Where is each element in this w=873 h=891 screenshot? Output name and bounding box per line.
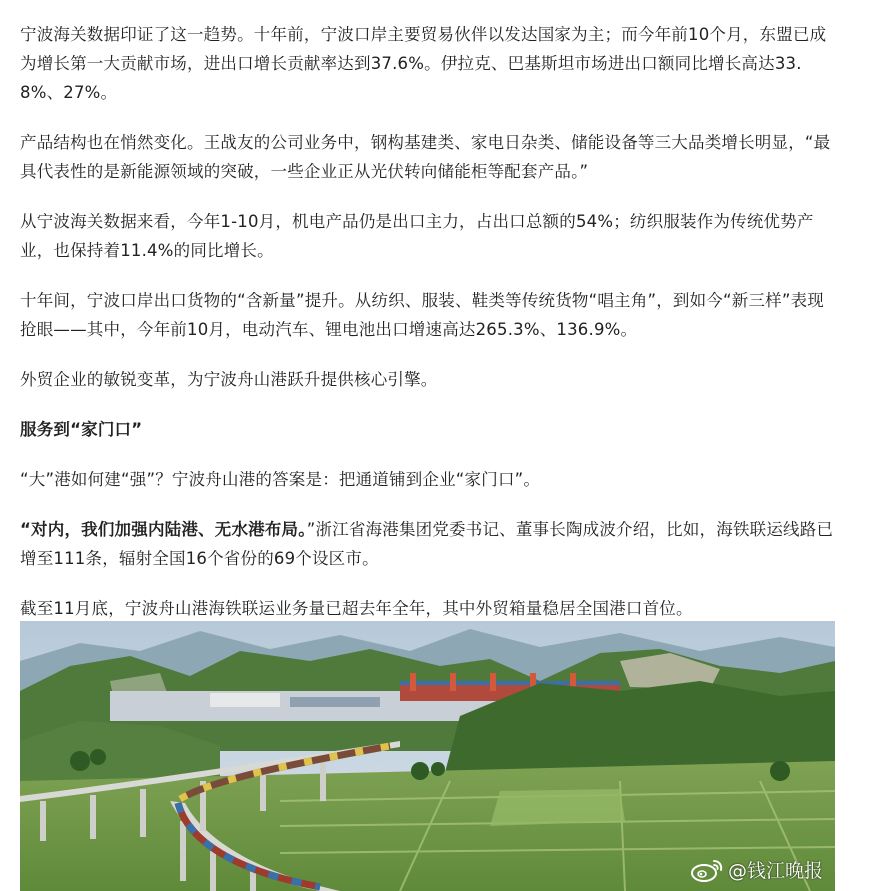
watermark <box>690 856 823 883</box>
paragraph-doorstep: “大”港如何建“强”？宁波舟山港的答案是：把通道铺到企业“家门口”。 <box>20 470 541 489</box>
paragraph-rail-volume: 截至11月底，宁波舟山港海铁联运业务量已超去年全年，其中外贸箱量稳居全国港口首位。 <box>20 599 693 618</box>
quote-rest: ”浙江省海港集团党委书记、董事长陶成波介绍，比如，海铁联运线路已增至111条，辐射全国16个省份的69个设区市。 <box>20 520 834 568</box>
paragraph-engine: 外贸企业的敏锐变革，为宁波舟山港跃升提供核心引擎。 <box>20 370 438 389</box>
paragraph-inland-ports <box>20 515 838 573</box>
quote-lead: “对内，我们加强内陆港、无水港布局。 <box>20 520 307 539</box>
paragraph-export-composition: 从宁波海关数据来看，今年1-10月，机电产品仍是出口主力，占出口总额的54%；纺织服装作为传统优势产业，也保持着11.4%的同比增长。 <box>20 212 814 260</box>
paragraph-new-three: 十年间，宁波口岸出口货物的“含新量”提升。从纺织、服装、鞋类等传统货物“唱主角”，到如今“新三样”表现抢眼——其中，今年前10月，电动汽车、锂电池出口增速高达265.3%、136.9%。 <box>20 291 824 339</box>
section-heading: 服务到“家门口” <box>20 420 143 439</box>
paragraph-customs-data: 宁波海关数据印证了这一趋势。十年前，宁波口岸主要贸易伙伴以发达国家为主；而今年前10个月，东盟已成为增长第一大贡献市场，进出口增长贡献率达到37.6%。伊拉克、巴基斯坦市场进出口额同比增长高达33.8%、27%。 <box>20 25 827 102</box>
article-body <box>20 20 838 644</box>
paragraph-product-structure: 产品结构也在悄然变化。王战友的公司业务中，钢构基建类、家电日杂类、储能设备等三大品类增长明显，“最具代表性的是新能源领域的突破，一些企业正从光伏转向储能柜等配套产品。” <box>20 133 831 181</box>
weibo-logo-icon <box>690 857 724 883</box>
port-railway-photo <box>20 621 835 891</box>
watermark-text: @钱江晚报 <box>727 860 823 882</box>
photo-illustration <box>20 621 835 891</box>
